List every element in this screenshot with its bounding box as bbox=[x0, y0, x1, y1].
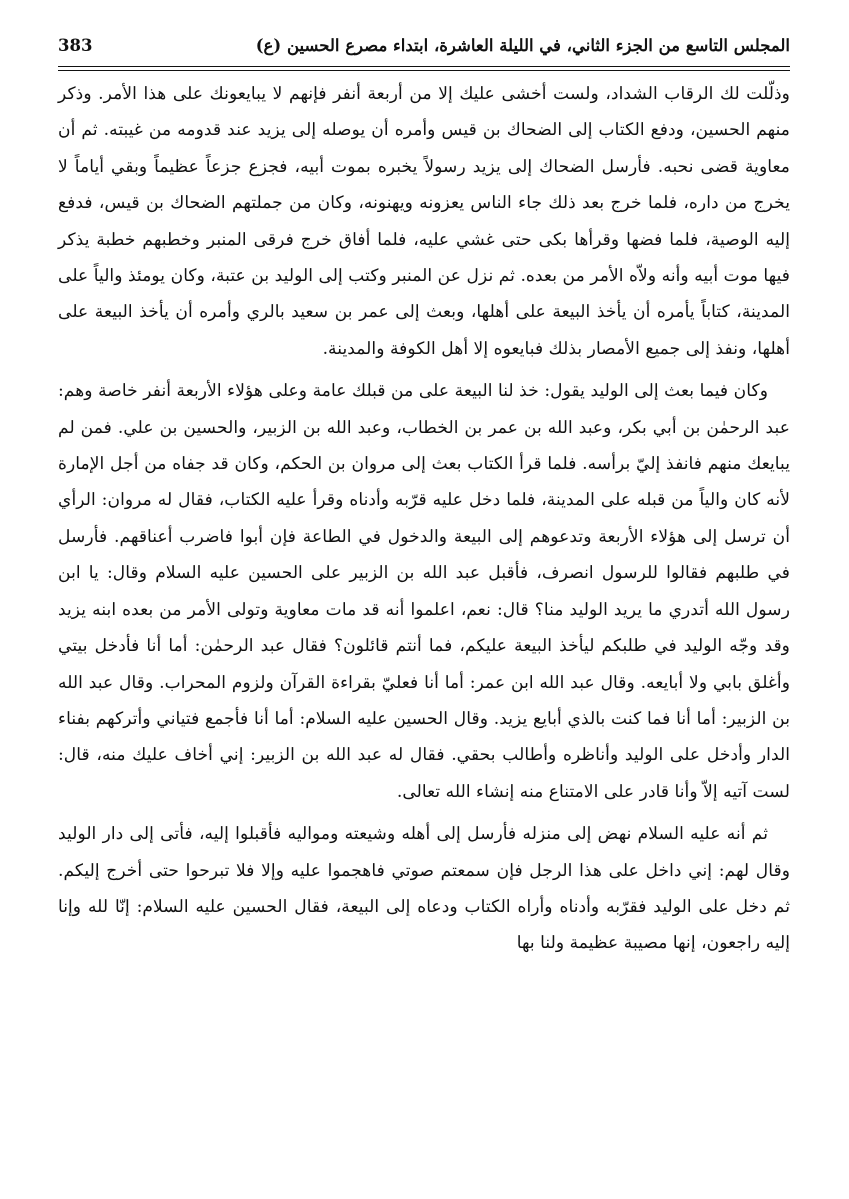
book-page bbox=[58, 28, 790, 1168]
header-rule bbox=[58, 66, 790, 71]
page-number: 383 bbox=[58, 35, 93, 55]
paragraph: وكان فيما بعث إلى الوليد يقول: خذ لنا البيعة على من قبلك عامة وعلى هؤلاء الأربعة أنفر خاصة وهم: عبد الرحمٰن بن أبي بكر، وعبد الله بن عمر بن الخطاب، وعبد الله بن الزبير، والحسين بن علي. فمن لم يبايعك منهم فانفذ إليّ برأسه. فلما قرأ الكتاب بعث إلى مروان بن الحكم، وكان قد جفاه من أجل الإمارة لأنه كان والياً من قبله على المدينة، فلما دخل عليه قرّبه وأدناه وقرأ عليه الكتاب، فقال له مروان: الرأي أن ترسل إلى هؤلاء الأربعة وتدعوهم إلى البيعة والدخول في الطاعة فإن أبوا فاضرب أعناقهم. فأرسل في طلبهم فقالوا للرسول انصرف، فأقبل عبد الله بن الزبير على الحسين عليه السلام وقال: يا ابن رسول الله أتدري ما يريد الوليد منا؟ قال: نعم، اعلموا أنه قد مات معاوية وتولى الأمر من بعده ابنه يزيد وقد وجّه الوليد في طلبكم ليأخذ البيعة عليكم، فما أنتم قائلون؟ فقال عبد الرحمٰن: أما أنا فأدخل بيتي وأغلق بابي ولا أبايعه. وقال عبد الله ابن عمر: أما أنا فعليّ بقراءة القرآن ولزوم المحراب. وقال عبد الله بن الزبير: أما أنا فما كنت بالذي أبايع يزيد. وقال الحسين عليه السلام: أما أنا فأجمع فتياني وأتركهم بفناء الدار وأدخل على الوليد وأناظره وأطالب بحقي. فقال له عبد الله بن الزبير: إني أخاف عليك منه، قال: لست آتيه إلاّ وأنا قادر على الامتناع منه إنشاء الله تعالى. bbox=[58, 381, 790, 802]
body-text bbox=[58, 76, 790, 962]
paragraph: وذلّلت لك الرقاب الشداد، ولست أخشى عليك إلا من أربعة أنفر فإنهم لا يبايعونك على هذا الأمر. وذكر منهم الحسين، ودفع الكتاب إلى الضحاك بن قيس وأمره أن يوصله إلى يزيد عند قدومه من غيبته. ثم أن معاوية قضى نحبه. فأرسل الضحاك إلى يزيد رسولاً يخبره بموت أبيه، فجزع جزعاً عظيماً وبقي أياماً لا يخرج من داره، فلما خرج بعد ذلك جاء الناس يعزونه ويهنونه، وكان من جملتهم الضحاك بن قيس، فدفع إليه الوصية، فلما فضها وقرأها بكى حتى غشي عليه، فلما أفاق خرج فرقى المنبر وخطبهم خطبة يذكر فيها موت أبيه وأنه ولاّه الأمر من بعده. ثم نزل عن المنبر وكتب إلى الوليد بن عتبة، وكان يومئذ والياً على المدينة، كتاباً يأمره أن يأخذ البيعة على أهلها، وبعث إلى عمر بن سعيد بالري وأمره أن يأخذ البيعة على أهلها، ونفذ إلى جميع الأمصار بذلك فبايعوه إلا أهل الكوفة والمدينة. bbox=[58, 84, 790, 359]
running-title: المجلس التاسع من الجزء الثاني، في الليلة العاشرة، ابتداء مصرع الحسين (ع) bbox=[255, 35, 790, 55]
page-header bbox=[58, 28, 790, 62]
paragraph: ثم أنه عليه السلام نهض إلى منزله فأرسل إلى أهله وشيعته ومواليه فأقبلوا إليه، فأتى إلى دار الوليد وقال لهم: إني داخل على هذا الرجل فإن سمعتم صوتي فاهجموا عليه وإلا فلا تبرحوا حتى أخرج إليكم. ثم دخل على الوليد فقرّبه وأدناه وأراه الكتاب ودعاه إلى البيعة، فقال الحسين عليه السلام: إنّا لله وإنا إليه راجعون، إنها مصيبة عظيمة ولنا بها bbox=[58, 824, 790, 954]
